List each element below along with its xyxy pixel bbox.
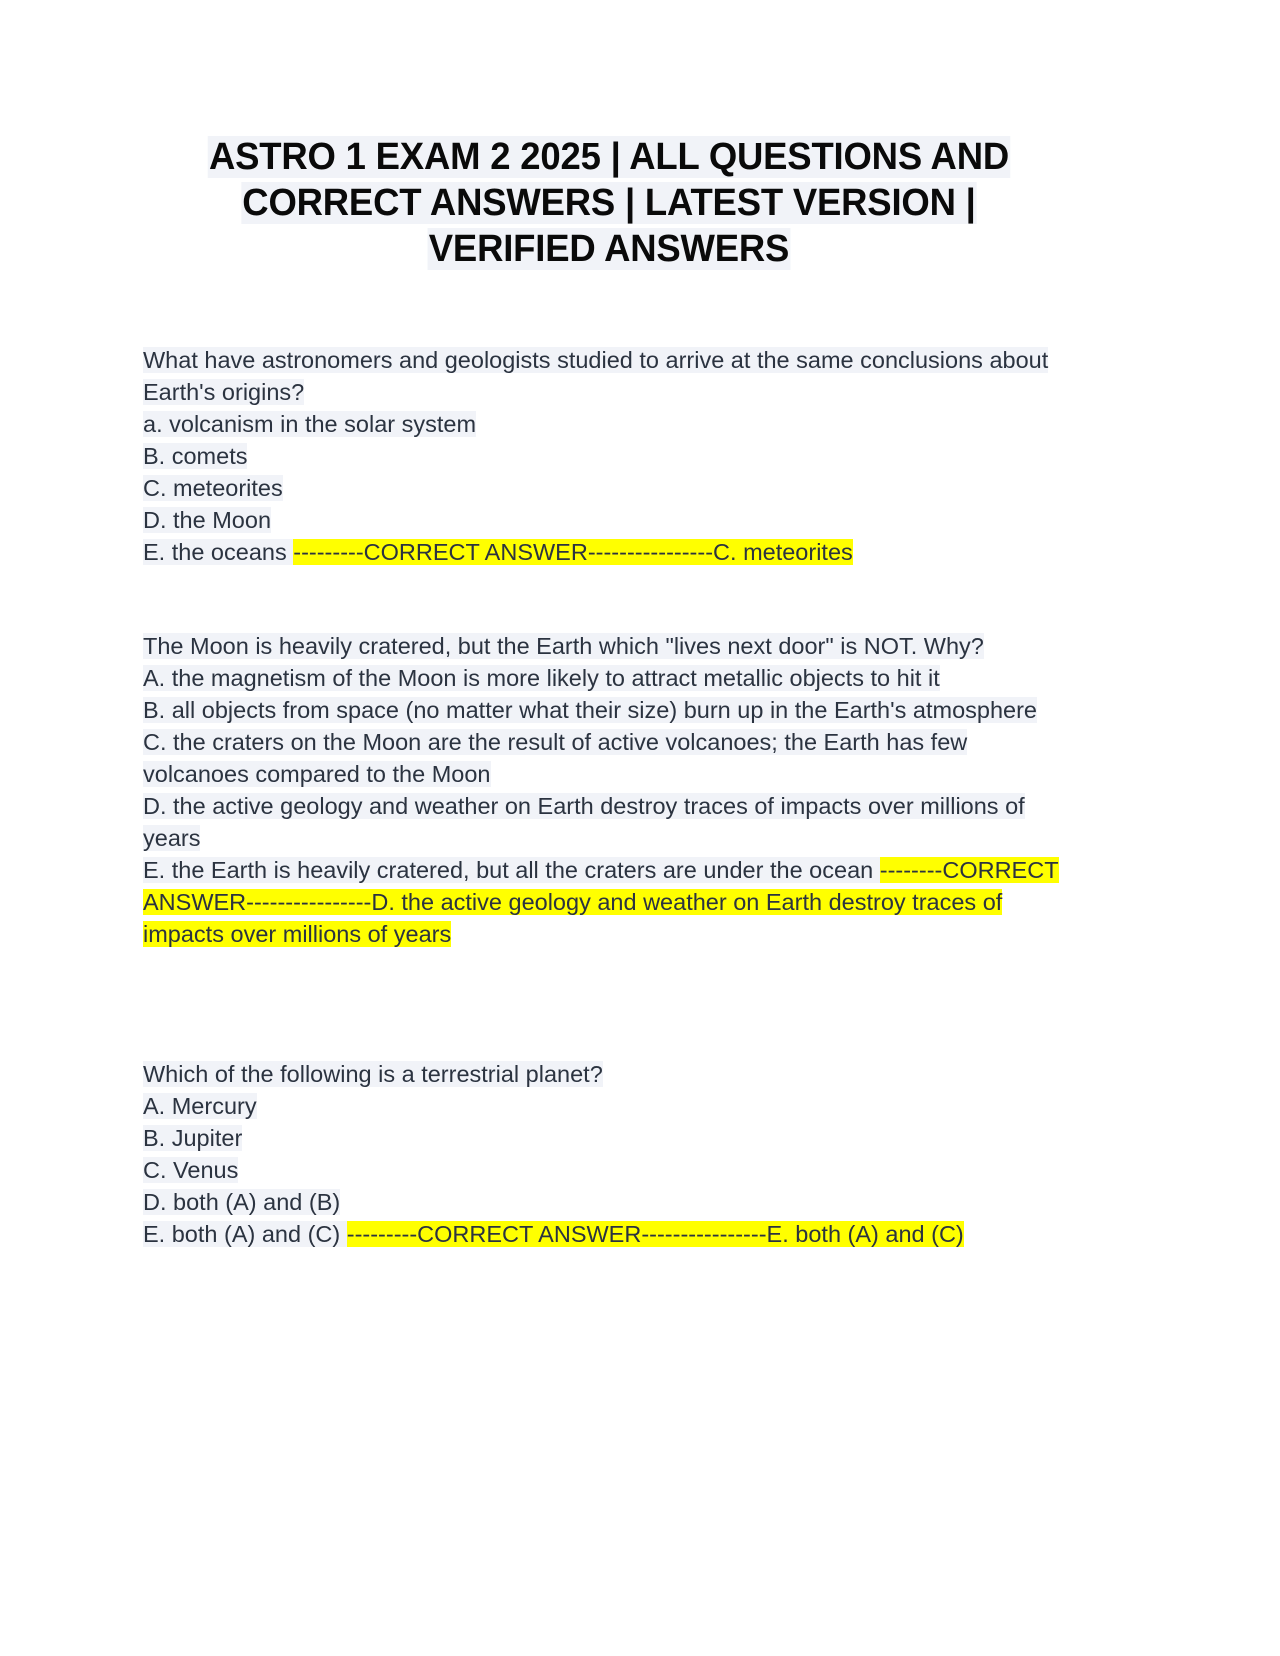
question-stem-2-text: The Moon is heavily cratered, but the Earth which "lives next door" is NOT. Why? [143,633,984,659]
option-3-a-text: A. Mercury [143,1093,257,1119]
spacer [143,272,1075,344]
page-title-line-2: CORRECT ANSWERS | LATEST VERSION | [242,182,976,224]
option-2-a [143,662,1075,694]
question-stem-3-text: Which of the following is a terrestrial planet? [143,1061,603,1087]
option-2-a-text: A. the magnetism of the Moon is more likely to attract metallic objects to hit it [143,665,940,691]
option-3-b-text: B. Jupiter [143,1125,243,1151]
option-3-d [143,1186,1075,1218]
option-1-e-with-answer [143,536,1075,568]
question-stem-1-text: What have astronomers and geologists studied to arrive at the same conclusions about Earth's origins? [143,347,1049,405]
option-1-b [143,440,1075,472]
option-2-c-text: C. the craters on the Moon are the result of active volcanoes; the Earth has few volcanoes compared to the Moon [143,729,968,787]
option-3-c-text: C. Venus [143,1157,239,1183]
question-stem-1 [143,344,1075,408]
option-1-e-text: E. the oceans [143,539,294,565]
option-3-e-with-answer [143,1218,1075,1250]
question-block-2 [143,630,1075,950]
option-1-a-text: a. volcanism in the solar system [143,411,477,437]
spacer [143,568,1075,630]
question-stem-3 [143,1058,1075,1090]
correct-answer-3: ---------CORRECT ANSWER----------------E. both (A) and (C) [346,1221,964,1247]
document-content [143,0,1075,1250]
option-1-d [143,504,1075,536]
page-title-line-1: ASTRO 1 EXAM 2 2025 | ALL QUESTIONS AND [208,136,1010,178]
option-1-c-text: C. meteorites [143,475,283,501]
page-title-line-3: VERIFIED ANSWERS [428,228,790,270]
page-title [162,0,1057,272]
question-stem-2 [143,630,1075,662]
option-2-c [143,726,1075,790]
option-3-a [143,1090,1075,1122]
correct-answer-2: --------CORRECT ANSWER----------------D. the active geology and weather on Earth destroy traces of impacts over millions of years [143,857,1059,947]
question-block-3 [143,1058,1075,1250]
option-2-b [143,694,1075,726]
option-2-e-text: E. the Earth is heavily cratered, but all the craters are under the ocean [143,857,880,883]
spacer [143,950,1075,1058]
question-block-1 [143,344,1075,568]
option-2-d [143,790,1075,854]
option-2-e-with-answer [143,854,1075,950]
option-3-b [143,1122,1075,1154]
option-3-d-text: D. both (A) and (B) [143,1189,341,1215]
option-3-e-text: E. both (A) and (C) [143,1221,347,1247]
option-1-a [143,408,1075,440]
option-3-c [143,1154,1075,1186]
option-2-b-text: B. all objects from space (no matter what their size) burn up in the Earth's atmosphere [143,697,1037,723]
option-1-c [143,472,1075,504]
option-2-d-text: D. the active geology and weather on Earth destroy traces of impacts over millions of years [143,793,1025,851]
option-1-b-text: B. comets [143,443,248,469]
correct-answer-1: ---------CORRECT ANSWER----------------C. meteorites [293,539,853,565]
option-1-d-text: D. the Moon [143,507,272,533]
